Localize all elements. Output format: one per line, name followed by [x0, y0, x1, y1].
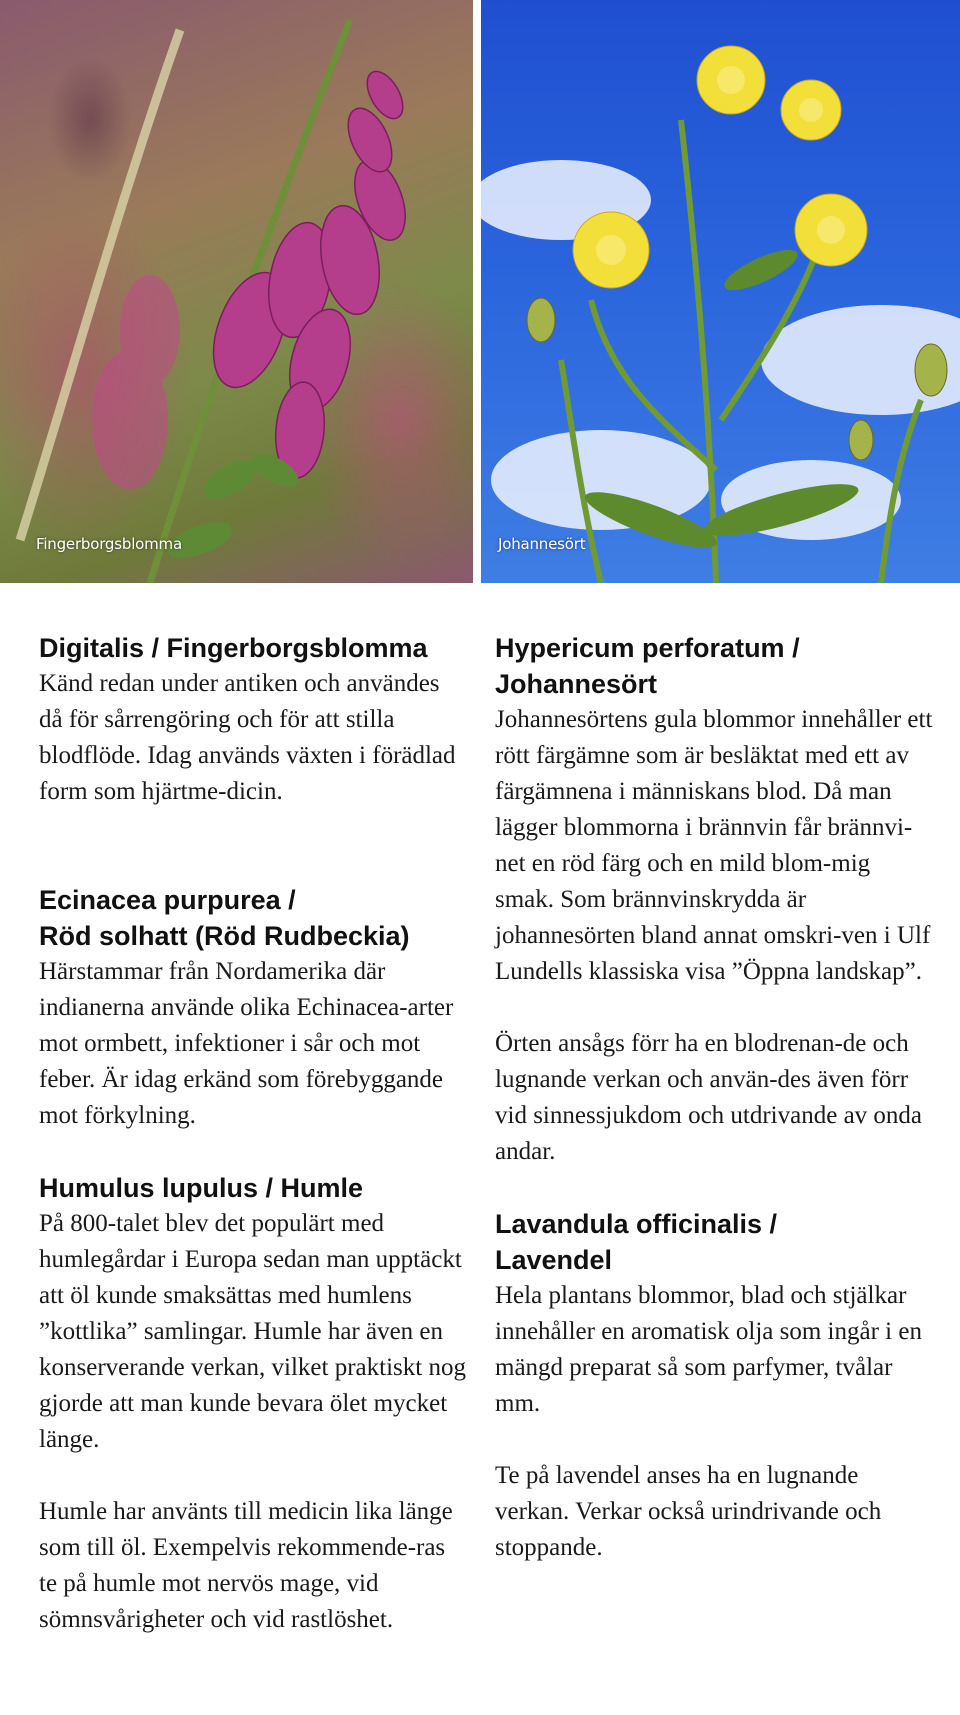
heading-line: Lavandula officinalis / — [495, 1209, 778, 1239]
heading-line: Johannesört — [495, 669, 658, 699]
section-paragraph: På 800-talet blev det populärt med humlegårdar i Europa sedan man upptäckt att öl kunde smaksättas med humlens ”kottlika” samlingar. Humle har även en konserverande verkan, vilket praktiskt nog gjorde att man kunde bevara ölet mycket länge. — [39, 1210, 466, 1453]
heading-line: Lavendel — [495, 1245, 613, 1275]
st-johns-wort-photo — [481, 0, 960, 583]
section-heading — [495, 1206, 935, 1278]
section-paragraph: Te på lavendel anses ha en lugnande verkan. Verkar också urindrivande och stoppande. — [495, 1462, 882, 1561]
section-paragraph: Johannesörtens gula blommor innehåller ett rött färgämne som är besläktat med ett av färgämnena i människans blod. Då man lägger blommorna i brännvin får brännvi-net en röd färg och en mild blom-mig smak. Som brännvinskrydda är johannesörten bland annat omskri-ven i Ulf Lundells klassiska visa ”Öppna landskap”. — [495, 706, 933, 985]
section-paragraph: Känd redan under antiken och användes då för sårrengöring och för att stilla blodflöde. Idag används växten i förädlad form som hjärtme-dicin. — [39, 670, 456, 805]
section-body — [495, 702, 935, 1170]
foxglove-illustration — [0, 0, 473, 583]
heading-line: Röd solhatt (Röd Rudbeckia) — [39, 921, 410, 951]
st-johns-wort-illustration — [481, 0, 960, 583]
section-lavandula — [495, 1206, 935, 1566]
foxglove-photo — [0, 0, 473, 583]
section-body — [39, 1206, 469, 1638]
section-paragraph: Hela plantans blommor, blad och stjälkar innehåller en aromatisk olja som ingår i en mängd preparat så som parfymer, tvålar mm. — [495, 1282, 922, 1417]
section-heading — [495, 630, 935, 702]
heading-line: Hypericum perforatum / — [495, 633, 800, 663]
photo-caption-right: Johannesört — [498, 535, 586, 553]
photo-row — [0, 0, 960, 583]
section-paragraph: Örten ansågs förr ha en blodrenan-de och lugnande verkan och använ-des även förr vid sinnessjukdom och utdrivande av onda andar. — [495, 1030, 923, 1165]
section-body — [39, 954, 469, 1134]
section-paragraph: Humle har använts till medicin lika länge som till öl. Exempelvis rekommende-ras te på humle mot nervös mage, vid sömnsvårigheter och vid rastlöshet. — [39, 1498, 453, 1633]
right-column — [495, 630, 935, 1566]
left-column — [39, 630, 469, 1638]
section-digitalis — [39, 630, 469, 810]
section-body — [39, 666, 469, 810]
section-humulus — [39, 1170, 469, 1638]
section-paragraph: Härstammar från Nordamerika där indianerna använde olika Echinacea-arter mot ormbett, infektioner i sår och mot feber. Är idag erkänd som förebyggande mot förkylning. — [39, 958, 454, 1129]
heading-line: Ecinacea purpurea / — [39, 885, 296, 915]
section-hypericum — [495, 630, 935, 1170]
photo-caption-left: Fingerborgsblomma — [36, 535, 182, 553]
section-echinacea — [39, 882, 469, 1134]
section-heading: Humulus lupulus / Humle — [39, 1173, 364, 1203]
section-heading — [39, 882, 469, 954]
section-body — [495, 1278, 935, 1566]
section-heading: Digitalis / Fingerborgsblomma — [39, 633, 428, 663]
